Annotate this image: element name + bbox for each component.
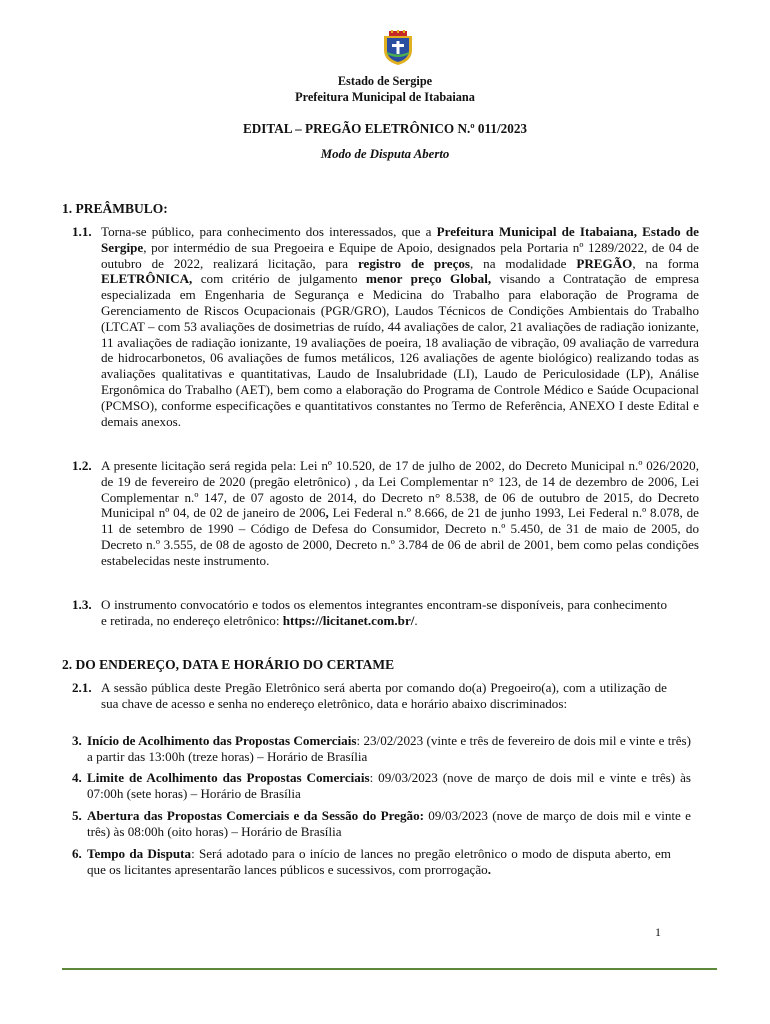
item-6-text: Tempo da Disputa: Será adotado para o início de lances no pregão eletrônico o modo de disputa aberto, em que os licitantes apresentarão lances públicos e sucessivos, com prorrogação. [87, 846, 671, 877]
item-3-text: Início de Acolhimento das Propostas Comerciais: 23/02/2023 (vinte e três de fevereiro de dois mil e vinte e três) a partir das 13:00h (treze horas) – Horário de Brasília [87, 733, 691, 764]
item-number: 4. [72, 770, 82, 785]
document-title: EDITAL – PREGÃO ELETRÔNICO N.º 011/2023 [242, 121, 528, 136]
item-5-text: Abertura das Propostas Comerciais e da Sessão do Pregão: 09/03/2023 (nove de março de dois mil e vinte e três) às 08:00h (oito horas) – Horário de Brasília [87, 808, 691, 839]
licitanet-link[interactable]: https://licitanet.com.br/ [282, 612, 415, 628]
section-1-heading: 1. PREÂMBULO: [62, 201, 168, 216]
clause-1-1-text: Torna-se público, para conhecimento dos interessados, que a Prefeitura Municipal de Itabaiana, Estado de Sergipe, por intermédio de sua Pregoeira e Equipe de Apoio, designados pela Portaria nº 1289/2022, de 04 de outubro de 2022, realizará licitação, para registro de preços, na modalidade PREGÃO, na forma ELETRÔNICA, com critério de julgamento menor preço Global, visando a Contratação de empresa especializada em Engenharia de Segurança e Medicina do Trabalho para elaboração de Programa de Gerenciamento de Riscos Ocupacionais (PGR/GRO), Laudos Técnicos de Condições Ambientais do Trabalho (LTCAT – com 53 avaliações de dosimetrias de ruído, 44 avaliações de calor, 21 avaliações de radiação ionizante, 11 avaliações de radiação ionizante, 19 avaliações de poeira, 18 avaliação de vibração, 09 avaliação de varredura de hidrocarbonetos, 06 avaliações de fumos metálicos, 126 avaliações de agente biológico) realizando todas as avaliações qualitativas e quantitativas, Laudo de Insalubridade (LI), Laudo de Periculosidade (LP), Análise Ergonômica do Trabalho (AET), bem como a elaboração do Programa de Controle Médico e Saúde Ocupacional (PCMSO), conforme especificações e quantitativos constantes no Termo de Referência, ANEXO I deste Edital e demais anexos. [101, 224, 700, 429]
clause-1-2-text: A presente licitação será regida pela: Lei nº 10.520, de 17 de julho de 2002, do Decreto Municipal n.º 026/2020, de 19 de fevereiro de 2020 (pregão eletrônico) , da Lei Complementar n° 123, de 14 de dezembro de 2006, Lei Complementar n.º 147, de 07 agosto de 2014, do Decreto n° 8.538, de 06 de outubro de 2015, do Decreto Municipal nº 04, de 02 de janeiro de 2006, Lei Federal n.º 8.666, de 21 de junho 1993, Lei Federal n.º 8.078, de 11 de setembro de 1990 – Código de Defesa do Consumidor, Decreto n.º 5.450, de 31 de maio de 2005, do Decreto n.º 3.555, de 08 de agosto de 2000, Decreto n.º 3.784 de 06 de abril de 2001, bem como pelas condições estabelecidas neste instrumento. [101, 458, 699, 568]
footer-rule [62, 968, 717, 970]
clause-number: 1.2. [72, 458, 92, 473]
item-number: 5. [72, 808, 82, 823]
state-name: Estado de Sergipe [337, 74, 433, 88]
page-number: 1 [655, 925, 661, 939]
clause-number: 1.3. [72, 597, 92, 612]
document-subtitle: Modo de Disputa Aberto [320, 147, 450, 161]
prefeitura-name: Prefeitura Municipal de Itabaiana [295, 90, 475, 104]
clause-2-1-text: A sessão pública deste Pregão Eletrônico será aberta por comando do(a) Pregoeiro(a), com a utilização de sua chave de acesso e senha no endereço eletrônico, data e horário abaixo discriminados: [101, 680, 667, 711]
municipal-coat-of-arms [381, 30, 415, 66]
clause-1-3-text: O instrumento convocatório e todos os elementos integrantes encontram-se disponíveis, para conhecimento e retirada, no endereço eletrônico: https://licitanet.com.br/. [101, 597, 667, 628]
clause-number: 2.1. [72, 680, 92, 695]
section-2-heading: 2. DO ENDEREÇO, DATA E HORÁRIO DO CERTAME [62, 657, 395, 672]
clause-number: 1.1. [72, 224, 92, 239]
item-number: 6. [72, 846, 82, 861]
item-number: 3. [72, 733, 82, 748]
item-4-text: Limite de Acolhimento das Propostas Comerciais: 09/03/2023 (nove de março de dois mil e vinte e três) às 07:00h (sete horas) – Horário de Brasília [87, 770, 691, 801]
